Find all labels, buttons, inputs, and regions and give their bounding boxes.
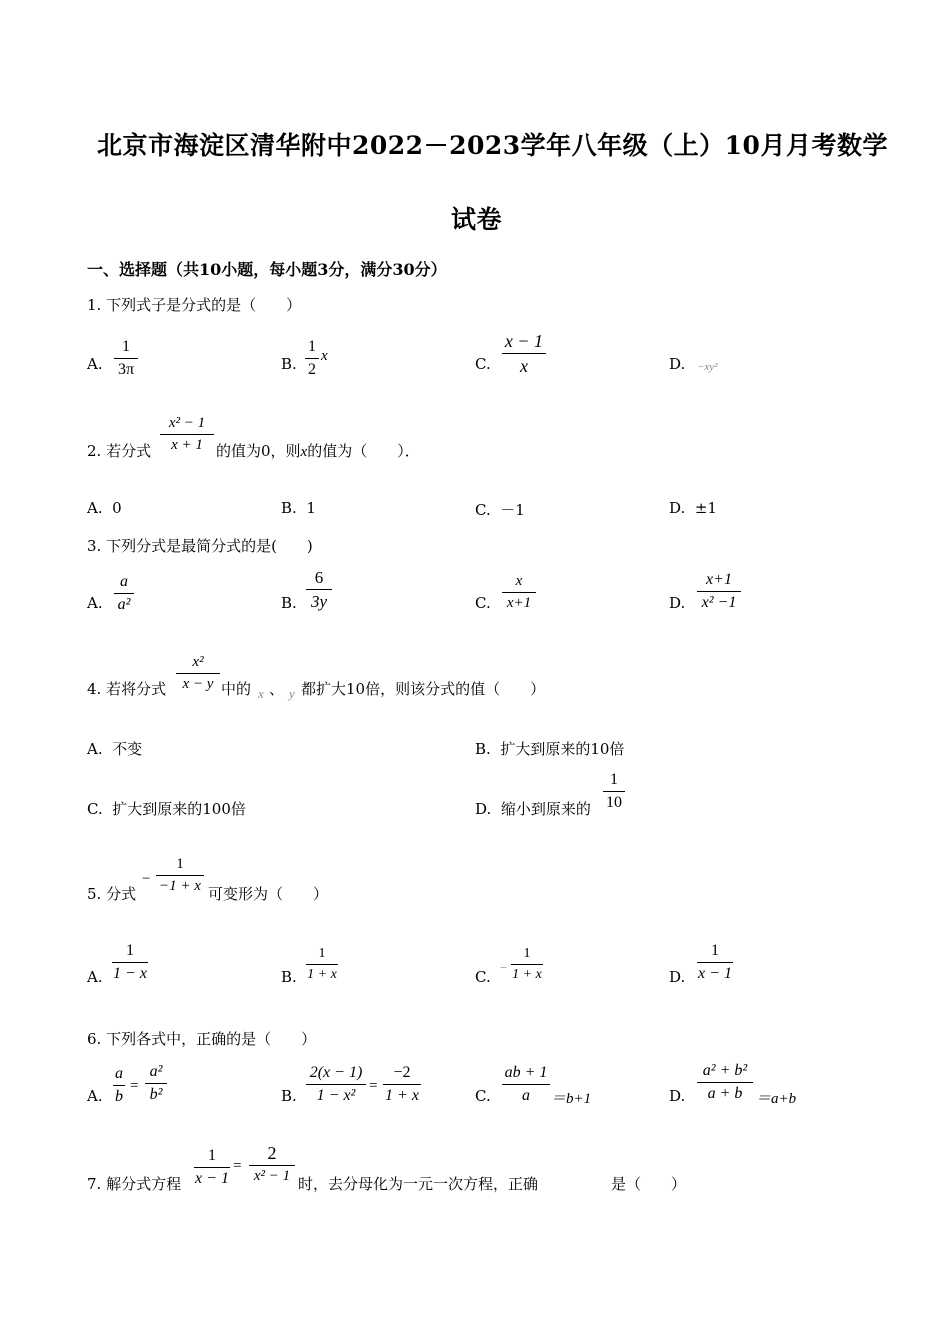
q6-option-a-fraction-right (145, 1064, 167, 1103)
q3-option-c-label: C. (475, 594, 491, 612)
fraction-numerator: 1 (523, 946, 531, 961)
q2-option-b (281, 499, 316, 517)
q4-option-d-fraction (603, 772, 625, 811)
fraction-denominator: a (522, 1087, 530, 1104)
option-label: A. (87, 499, 103, 517)
question-2-text-b: 的值为（ ）． (307, 442, 420, 460)
fraction-numerator: 1 (610, 771, 618, 788)
option-text: 不变 (112, 740, 143, 758)
q1-option-b-fraction (305, 339, 319, 378)
option-text: ±1 (694, 499, 717, 517)
fraction-numerator: x (515, 573, 523, 589)
section-heading: 一、选择题（共10小题，每小题3分，满分30分） (87, 260, 447, 279)
q6-option-b-fraction-right (383, 1065, 421, 1104)
option-label: D. (475, 800, 492, 818)
fraction-denominator: b (115, 1088, 123, 1105)
q5-option-c-fraction (511, 947, 543, 982)
q6-option-c-fraction (502, 1065, 550, 1104)
fraction-numerator: 1 (176, 856, 184, 872)
q4-fraction (176, 655, 220, 692)
q6-option-c-label: C. (475, 1087, 491, 1105)
question-7-prefix: 7. 解分式方程 (87, 1175, 182, 1193)
fraction-denominator: 1 + x (385, 1087, 419, 1104)
fraction-numerator: a² (149, 1063, 163, 1080)
fraction-numerator: 1 (318, 946, 326, 961)
q3-option-a-label: A. (87, 594, 103, 612)
q6-option-a-label: A. (87, 1087, 103, 1105)
fraction-denominator: x − 1 (698, 965, 732, 982)
fraction-denominator: a² (117, 596, 131, 613)
option-label: B. (475, 740, 491, 758)
question-4-separator: 、 (269, 680, 285, 698)
q1-option-c-label: C. (475, 355, 491, 373)
question-5-prefix: 5. 分式 (87, 885, 137, 903)
q2-option-a (87, 499, 122, 517)
q2-option-d (669, 499, 717, 517)
option-label: B. (281, 499, 297, 517)
q3-option-c-fraction (502, 574, 536, 611)
option-text: 1 (306, 499, 316, 517)
question-7-suffix: 时，去分母化为一元一次方程，正确 (298, 1175, 539, 1193)
question-3-stem: 3. 下列分式是最简分式的是( ) (87, 537, 313, 555)
fraction-numerator: x² (192, 654, 204, 670)
question-7-end: 是（ ） (611, 1175, 687, 1193)
question-1-stem: 1. 下列式子是分式的是（ ） (87, 296, 302, 314)
q3-option-a-fraction (114, 574, 134, 613)
q2-option-c (475, 499, 525, 520)
question-4-suffix: 都扩大10倍，则该分式的值（ ） (301, 680, 546, 698)
question-2-variable: x (300, 444, 308, 460)
q1-option-a-label: A. (87, 355, 103, 373)
q6-option-a-fraction-left (113, 1066, 125, 1105)
fraction-numerator: 1 (126, 942, 134, 959)
question-2-suffix (216, 440, 420, 461)
fraction-numerator: −2 (393, 1064, 411, 1081)
fraction-denominator: 10 (606, 794, 622, 811)
q5-option-b-label: B. (281, 968, 297, 986)
fraction-denominator: x+1 (506, 595, 532, 611)
q6-option-b-equals: = (369, 1078, 378, 1094)
fraction-numerator: 1 (208, 1147, 216, 1164)
question-4-middle: 中的 (221, 680, 252, 698)
q1-option-d-label: D. (669, 355, 686, 373)
fraction-denominator: 1 + x (512, 967, 542, 982)
q5-fraction (156, 857, 204, 894)
fraction-denominator: 1 + x (307, 967, 337, 982)
q1-option-b-label: B. (281, 355, 297, 373)
question-2-text-a: 的值为0，则 (216, 442, 301, 460)
question-5-suffix: 可变形为（ ） (208, 885, 329, 903)
fraction-numerator: x+1 (706, 571, 732, 588)
question-6-stem: 6. 下列各式中，正确的是（ ） (87, 1030, 317, 1048)
q4-option-c (87, 798, 246, 819)
q5-option-b-fraction (306, 947, 338, 982)
q3-option-b-fraction (306, 569, 332, 610)
q1-option-b-variable: x (321, 348, 328, 364)
fraction-denominator: x² −1 (701, 594, 737, 611)
q7-fraction-right (249, 1144, 295, 1184)
fraction-numerator: a (120, 573, 128, 590)
q1-option-a-fraction (114, 339, 138, 378)
q5-option-a-fraction (112, 943, 148, 982)
option-text: 0 (112, 499, 122, 517)
q4-option-b (475, 738, 624, 759)
page-title-line2: 试卷 (451, 205, 503, 234)
q6-option-d-fraction (697, 1063, 753, 1102)
option-text: 扩大到原来的10倍 (500, 740, 625, 758)
fraction-numerator: ab + 1 (504, 1064, 548, 1081)
fraction-numerator: 2(x − 1) (309, 1064, 363, 1081)
q6-option-c-tail: ＝b+1 (551, 1091, 592, 1107)
option-text: 缩小到原来的 (500, 800, 591, 818)
q6-option-a-equals: = (130, 1078, 139, 1094)
q7-fraction-left (194, 1148, 230, 1187)
fraction-numerator: 1 (308, 338, 316, 355)
q5-option-c-label: C. (475, 968, 491, 986)
fraction-denominator: x² − 1 (253, 1168, 291, 1184)
q1-option-d-expression: −xy² (697, 361, 718, 373)
q3-option-d-label: D. (669, 594, 686, 612)
option-text: 扩大到原来的100倍 (112, 800, 246, 818)
q6-option-d-label: D. (669, 1087, 686, 1105)
fraction-denominator: 1 − x (113, 965, 147, 982)
fraction-numerator: x² − 1 (168, 415, 206, 431)
fraction-denominator: a + b (707, 1085, 743, 1102)
fraction-denominator: 1 − x² (316, 1087, 356, 1104)
option-text: －1 (500, 501, 525, 519)
q6-option-d-tail: ＝a+b (756, 1091, 797, 1107)
fraction-numerator: a (115, 1065, 123, 1082)
fraction-denominator: 2 (308, 361, 316, 378)
fraction-denominator: 3y (310, 592, 328, 611)
q6-option-b-fraction-left (306, 1065, 366, 1104)
q2-fraction (160, 416, 214, 453)
q5-option-d-fraction (697, 943, 733, 982)
fraction-numerator: x − 1 (504, 331, 544, 351)
q6-option-b-label: B. (281, 1087, 297, 1105)
q4-option-d (475, 798, 591, 819)
fraction-numerator: a² + b² (702, 1062, 748, 1079)
q5-option-a-label: A. (87, 968, 103, 986)
q3-option-b-label: B. (281, 594, 297, 612)
fraction-denominator: b² (149, 1086, 163, 1103)
fraction-denominator: x − 1 (195, 1170, 229, 1187)
question-2-prefix: 2. 若分式 (87, 442, 152, 460)
fraction-denominator: x (520, 356, 528, 376)
q3-option-d-fraction (697, 572, 741, 611)
fraction-denominator: −1 + x (159, 878, 201, 894)
fraction-denominator: x − y (182, 676, 214, 692)
option-label: D. (669, 499, 686, 517)
q4-option-a (87, 738, 142, 759)
fraction-numerator: 1 (122, 338, 130, 355)
fraction-numerator: 1 (711, 942, 719, 959)
question-4-var-x: x (258, 686, 264, 701)
option-label: C. (87, 800, 103, 818)
q1-option-c-fraction (502, 332, 546, 375)
fraction-denominator: x + 1 (171, 437, 203, 453)
fraction-denominator: 3π (117, 361, 135, 378)
q5-option-d-label: D. (669, 968, 686, 986)
page-title-line1: 北京市海淀区清华附中2022－2023学年八年级（上）10月月考数学 (97, 131, 888, 160)
q7-equals: = (233, 1158, 242, 1174)
option-label: C. (475, 501, 491, 519)
question-5-sign: − (142, 871, 151, 887)
fraction-numerator: 2 (267, 1143, 277, 1163)
fraction-numerator: 6 (314, 568, 324, 587)
q5-option-c-sign: − (500, 960, 508, 975)
question-4-prefix: 4. 若将分式 (87, 680, 167, 698)
option-label: A. (87, 740, 103, 758)
question-4-var-y: y (289, 686, 295, 701)
